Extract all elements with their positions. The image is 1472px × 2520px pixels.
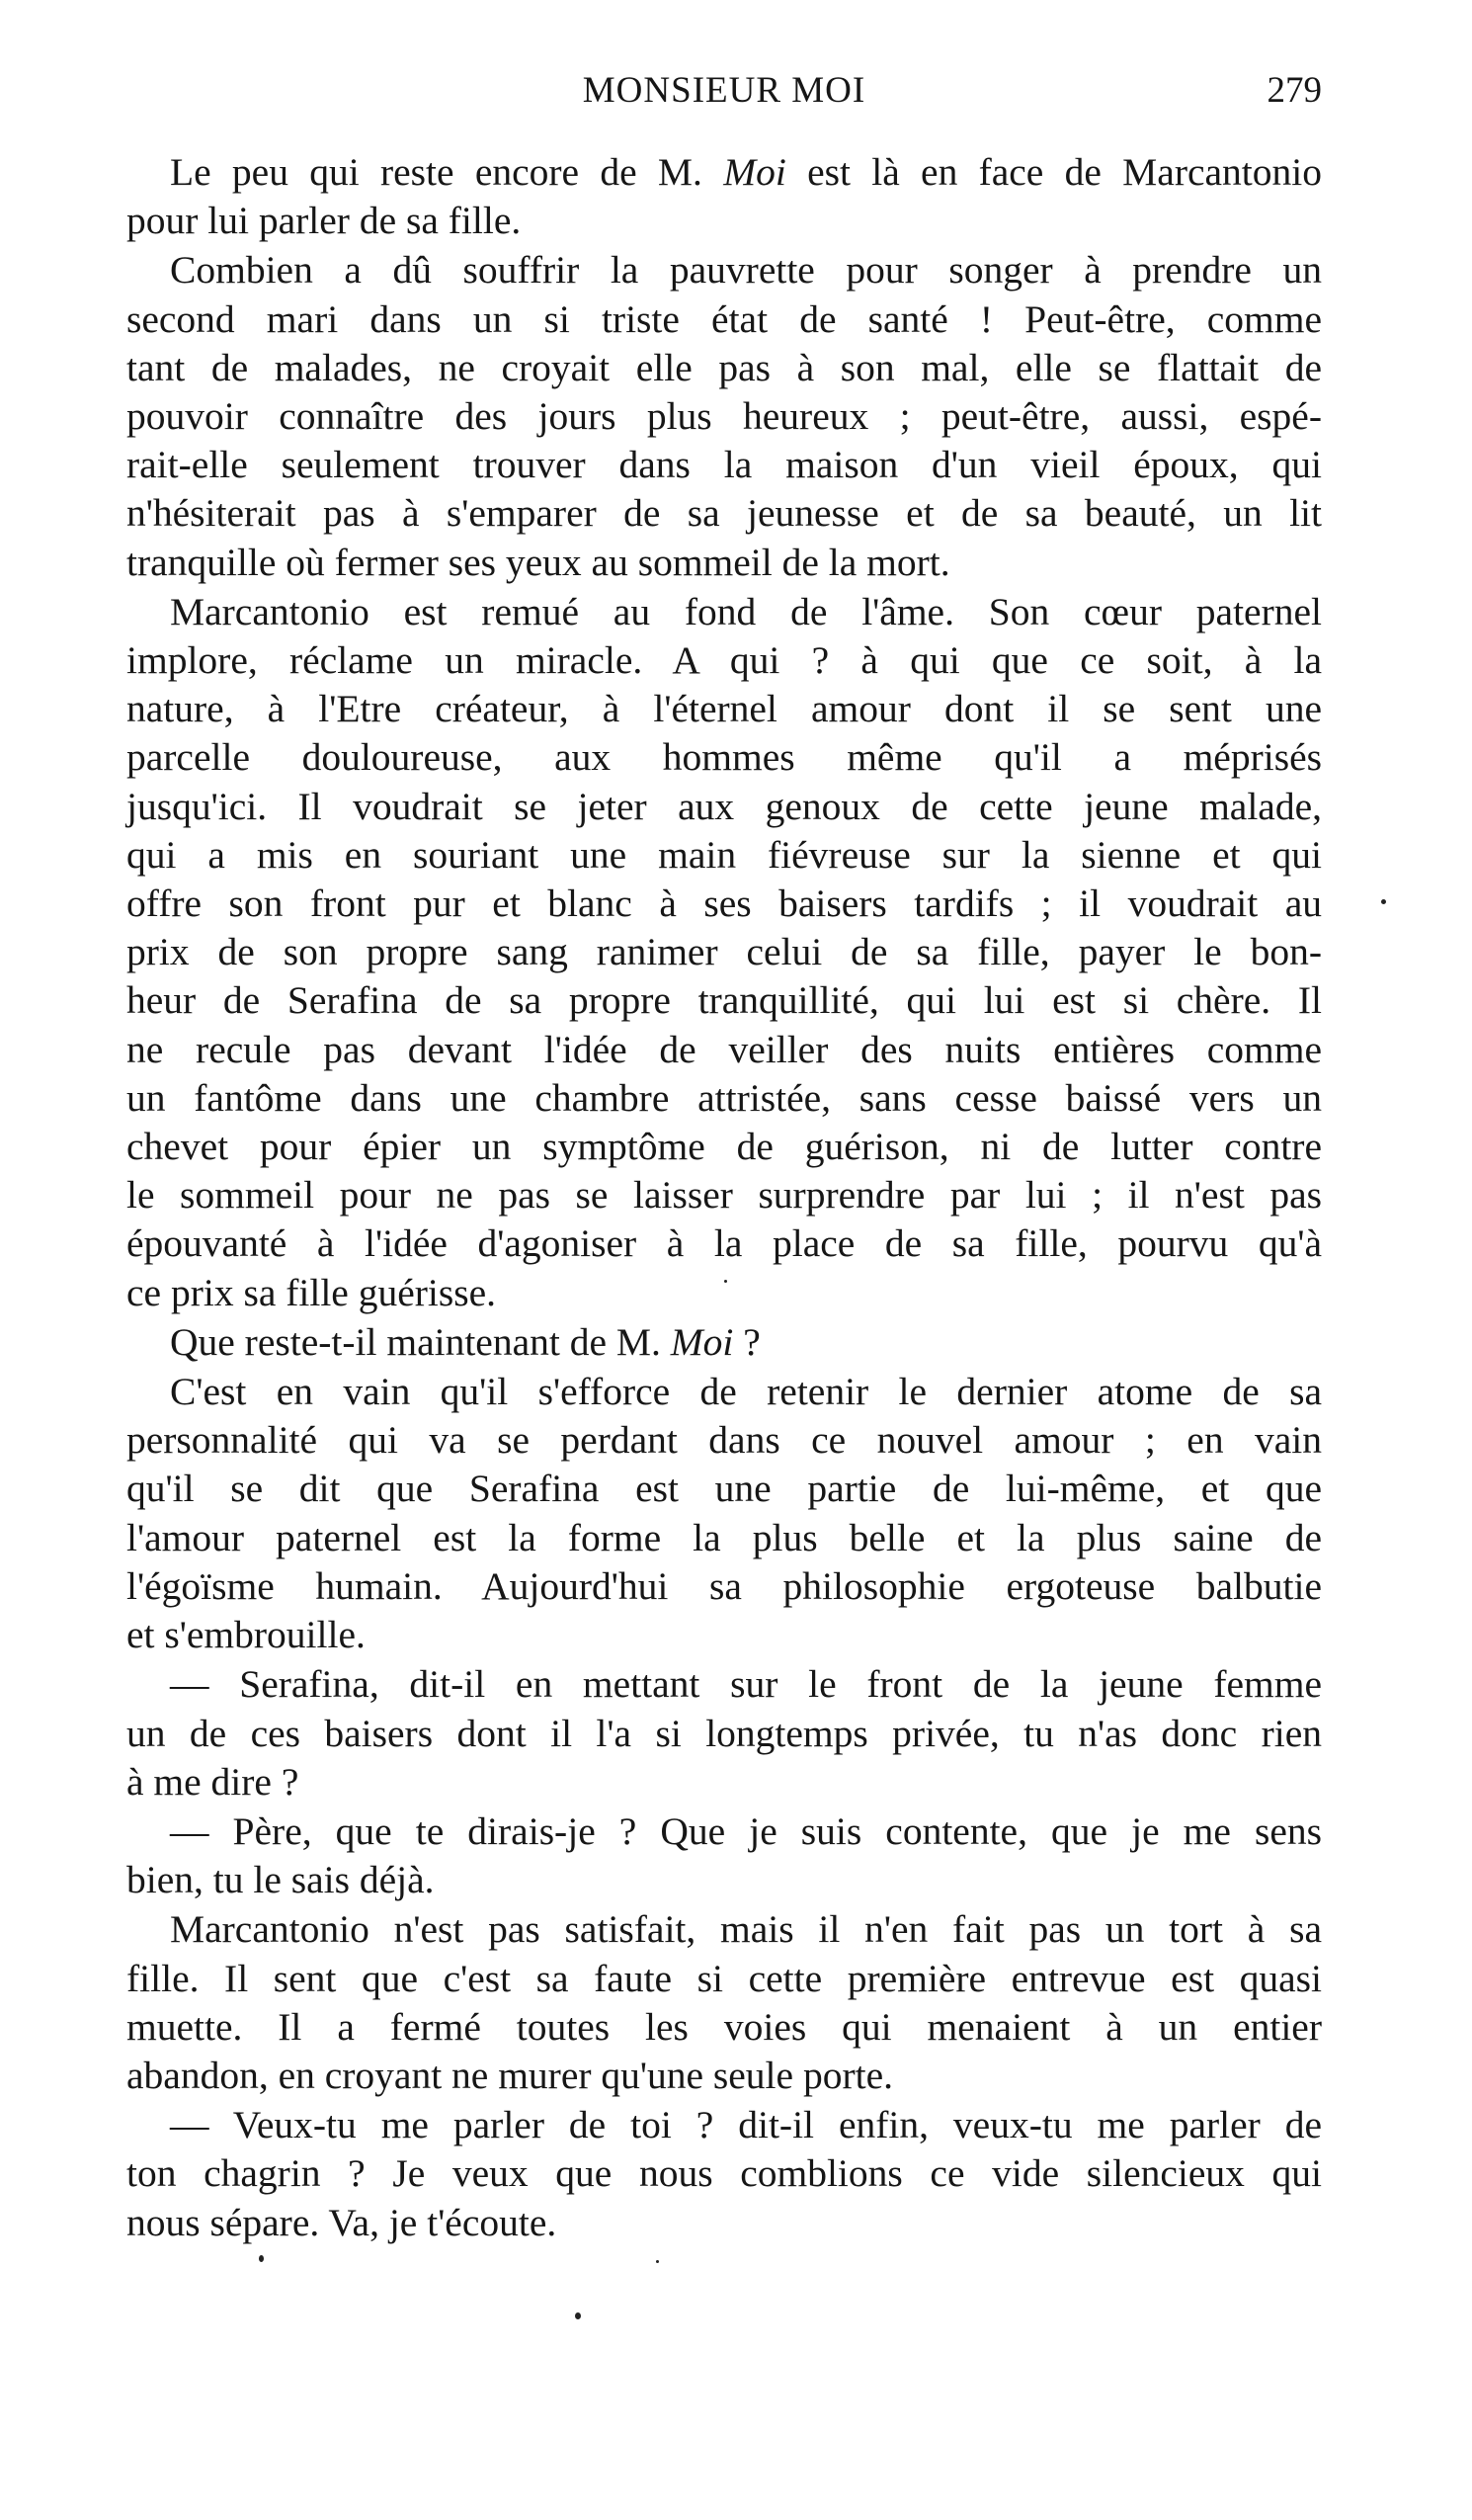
text-line xyxy=(126,1758,1322,1806)
text-line xyxy=(126,1318,1322,1367)
text-line xyxy=(126,976,1322,1025)
text-run: abandon, en croyant ne murer qu'une seule porte. xyxy=(126,2053,893,2097)
text-line xyxy=(126,733,1322,782)
text-run: prix de son propre sang ranimer celui de sa fille, payer le bon- xyxy=(126,930,1322,974)
text-line xyxy=(126,783,1322,831)
text-line xyxy=(126,2052,1322,2100)
text-run: offre son front pur et blanc à ses baisers tardifs ; il voudrait au xyxy=(126,882,1322,926)
text-run: implore, réclame un miracle. A qui ? à qui que ce soit, à la xyxy=(126,638,1322,683)
text-run: épouvanté à l'idée d'agoniser à la place de sa fille, pourvu qu'à xyxy=(126,1221,1322,1266)
text-run: pour lui parler de sa fille. xyxy=(126,199,522,243)
page-number: 279 xyxy=(1267,70,1322,111)
text-line xyxy=(126,246,1322,294)
print-speck xyxy=(724,1280,727,1283)
text-line xyxy=(126,1807,1322,1856)
text-run: est là en face de Marcantonio xyxy=(785,150,1322,194)
text-run: tant de malades, ne croyait elle pas à son mal, elle se flattait de xyxy=(126,345,1322,389)
text-line xyxy=(126,1905,1322,1954)
text-line xyxy=(126,441,1322,489)
text-run: nous sépare. Va, je t'écoute. xyxy=(126,2200,557,2244)
text-run: un de ces baisers dont il l'a si longtemps privée, tu n'as donc rien xyxy=(126,1711,1322,1755)
text-run: un fantôme dans une chambre attristée, sans cesse baissé vers un xyxy=(126,1075,1322,1120)
text-line xyxy=(126,197,1322,245)
text-line xyxy=(126,1026,1322,1074)
print-speck xyxy=(1381,899,1386,904)
text-line xyxy=(126,1710,1322,1758)
text-run: ne recule pas devant l'idée de veiller des nuits entières comme xyxy=(126,1027,1322,1071)
text-run: rait-elle seulement trouver dans la maison d'un vieil époux, qui xyxy=(126,443,1322,487)
text-run: ton chagrin ? Je veux que nous comblions ce vide silencieux qui xyxy=(126,2151,1322,2196)
text-run: n'hésiterait pas à s'emparer de sa jeunesse et de sa beauté, un lit xyxy=(126,491,1322,536)
text-run: Moi xyxy=(723,150,786,194)
text-run: heur de Serafina de sa propre tranquillité, qui lui est si chère. Il xyxy=(126,978,1322,1023)
text-run: le sommeil pour ne pas se laisser surprendre par lui ; il n'est pas xyxy=(126,1173,1322,1218)
text-run: — Serafina, dit-il en mettant sur le front de la jeune femme xyxy=(170,1662,1322,1707)
text-line xyxy=(126,2199,1322,2247)
text-line xyxy=(126,1856,1322,1904)
text-line xyxy=(126,880,1322,928)
paragraph xyxy=(126,1905,1322,2100)
paragraph xyxy=(126,2101,1322,2247)
text-line xyxy=(126,392,1322,441)
text-line xyxy=(126,636,1322,685)
text-line xyxy=(126,1219,1322,1268)
text-run: Marcantonio n'est pas satisfait, mais il n'en fait pas un tort à sa xyxy=(170,1907,1322,1952)
print-speck xyxy=(575,2312,581,2319)
text-run: — Père, que te dirais-je ? Que je suis contente, que je me sens xyxy=(170,1808,1322,1853)
text-line xyxy=(126,2149,1322,2198)
text-line xyxy=(126,588,1322,636)
text-line xyxy=(126,1171,1322,1219)
text-run: second mari dans un si triste état de santé ! Peut-être, comme xyxy=(126,296,1322,341)
text-run: — Veux-tu me parler de toi ? dit-il enfin, veux-tu me parler de xyxy=(170,2103,1322,2147)
text-run: ce prix sa fille guérisse. xyxy=(126,1270,497,1314)
text-line xyxy=(126,1611,1322,1659)
text-run: bien, tu le sais déjà. xyxy=(126,1858,435,1902)
print-speck xyxy=(656,2260,659,2263)
text-run: jusqu'ici. Il voudrait se jeter aux genoux de cette jeune malade, xyxy=(126,784,1322,828)
text-line xyxy=(126,1465,1322,1513)
text-line xyxy=(126,685,1322,733)
text-line xyxy=(126,1514,1322,1562)
paragraph xyxy=(126,148,1322,245)
text-run: pouvoir connaître des jours plus heureux ; peut-être, aussi, espé- xyxy=(126,394,1322,439)
text-run: à me dire ? xyxy=(126,1759,299,1804)
text-line xyxy=(126,1955,1322,2003)
text-run: nature, à l'Etre créateur, à l'éternel amour dont il se sent une xyxy=(126,687,1322,731)
text-run: parcelle douloureuse, aux hommes même qu'il a méprisés xyxy=(126,735,1322,780)
text-run: chevet pour épier un symptôme de guérison, ni de lutter contre xyxy=(126,1125,1322,1169)
text-run: et s'embrouille. xyxy=(126,1613,366,1657)
paragraph xyxy=(126,1318,1322,1367)
text-run: l'amour paternel est la forme la plus belle et la plus saine de xyxy=(126,1515,1322,1559)
text-line xyxy=(126,1660,1322,1709)
paragraph xyxy=(126,1807,1322,1904)
text-line xyxy=(126,344,1322,392)
text-line xyxy=(126,1368,1322,1416)
running-title: MONSIEUR MOI xyxy=(582,70,866,111)
text-run: muette. Il a fermé toutes les voies qui menaient à un entier xyxy=(126,2004,1322,2049)
text-run: qui a mis en souriant une main fiévreuse sur la sienne et qui xyxy=(126,832,1322,877)
text-line xyxy=(126,1416,1322,1465)
text-run: qu'il se dit que Serafina est une partie de lui-même, et que xyxy=(126,1467,1322,1511)
text-run: fille. Il sent que c'est sa faute si cette première entrevue est quasi xyxy=(126,1956,1322,2000)
text-line xyxy=(126,1074,1322,1123)
text-line xyxy=(126,489,1322,538)
text-run: Combien a dû souffrir la pauvrette pour songer à prendre un xyxy=(170,248,1322,293)
text-line xyxy=(126,928,1322,976)
text-line xyxy=(126,2003,1322,2052)
print-speck xyxy=(259,2255,264,2262)
text-run: Que reste-t-il maintenant de M. xyxy=(170,1319,671,1364)
text-line xyxy=(126,2101,1322,2149)
text-line xyxy=(126,539,1322,587)
body-text xyxy=(126,148,1322,2248)
paragraph xyxy=(126,246,1322,586)
text-run: Moi xyxy=(670,1319,734,1364)
text-run: ? xyxy=(733,1319,761,1364)
text-run: tranquille où fermer ses yeux au sommeil de la mort. xyxy=(126,540,950,584)
text-line xyxy=(126,295,1322,344)
text-line xyxy=(126,831,1322,880)
text-run: Le peu qui reste encore de M. xyxy=(170,150,724,194)
text-run: personnalité qui va se perdant dans ce nouvel amour ; en vain xyxy=(126,1418,1322,1463)
text-line xyxy=(126,1269,1322,1317)
text-run: l'égoïsme humain. Aujourd'hui sa philosophie ergoteuse balbutie xyxy=(126,1563,1322,1608)
running-head xyxy=(126,61,1322,121)
text-run: Marcantonio est remué au fond de l'âme. Son cœur paternel xyxy=(170,589,1322,633)
text-line xyxy=(126,148,1322,197)
text-line xyxy=(126,1562,1322,1611)
paragraph xyxy=(126,1368,1322,1659)
paragraph xyxy=(126,588,1322,1317)
text-line xyxy=(126,1123,1322,1171)
paragraph xyxy=(126,1660,1322,1806)
text-run: C'est en vain qu'il s'efforce de retenir le dernier atome de sa xyxy=(170,1370,1322,1414)
